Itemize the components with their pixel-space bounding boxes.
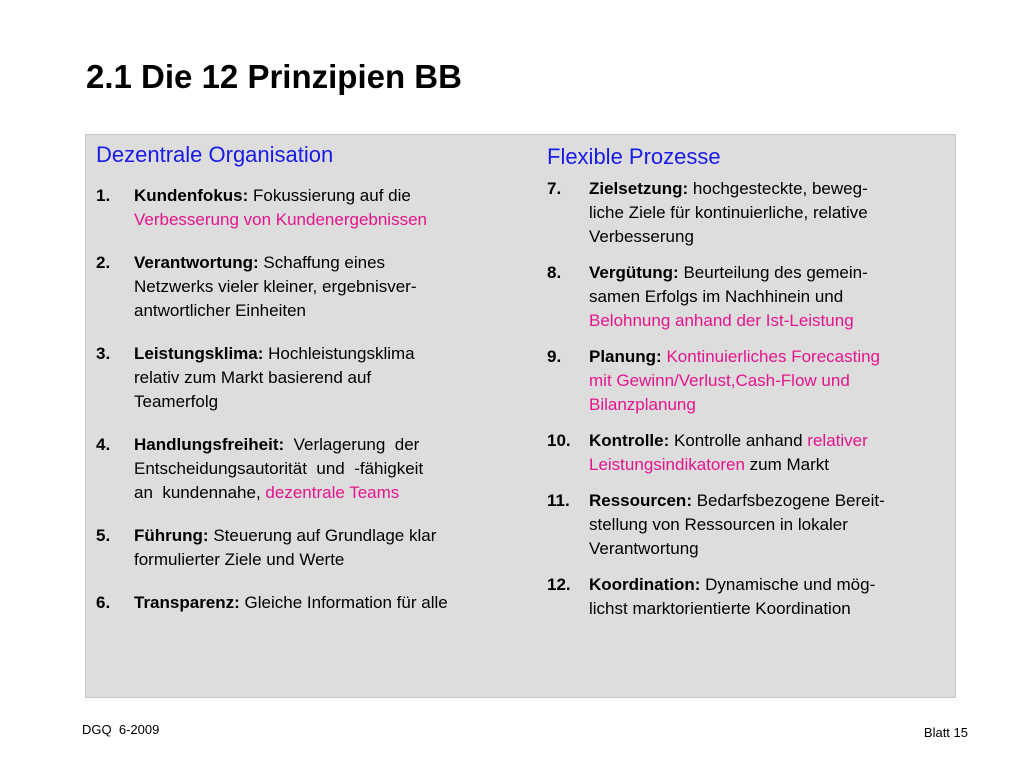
slide-title: 2.1 Die 12 Prinzipien BB xyxy=(86,58,462,95)
description-text: Verantwortung xyxy=(589,539,699,558)
description-text: formulierter Ziele und Werte xyxy=(134,550,345,569)
principle-item xyxy=(96,433,526,505)
highlighted-text: Belohnung anhand der Ist-Leistung xyxy=(589,311,854,330)
description-text: liche Ziele für kontinuierliche, relative xyxy=(589,203,868,222)
right-principles-list xyxy=(547,177,952,621)
principle-item xyxy=(547,261,952,333)
highlighted-text: mit Gewinn/Verlust,Cash-Flow und xyxy=(589,371,850,390)
description-text: hochgesteckte, beweg- xyxy=(692,179,868,198)
principle-text xyxy=(589,573,952,621)
principle-number: 9. xyxy=(547,347,562,366)
principle-number: 10. xyxy=(547,431,571,450)
principle-label: Führung: xyxy=(134,526,209,545)
principle-item xyxy=(547,573,952,621)
content-panel xyxy=(85,134,956,698)
left-column xyxy=(96,135,526,615)
description-text: Entscheidungsautorität und -fähigkeit xyxy=(134,459,424,478)
principle-number: 7. xyxy=(547,179,562,198)
description-text: lichst marktorientierte Koordination xyxy=(589,599,851,618)
principle-text xyxy=(134,433,526,505)
description-text: zum Markt xyxy=(744,455,830,474)
principle-text xyxy=(589,261,952,333)
description-text: Fokussierung auf die xyxy=(253,186,411,205)
principle-item xyxy=(96,591,526,615)
principle-number: 12. xyxy=(547,575,571,594)
highlighted-text: Bilanzplanung xyxy=(589,395,696,414)
principle-text xyxy=(134,591,526,615)
principle-label: Leistungsklima: xyxy=(134,344,264,363)
principle-text xyxy=(134,184,526,232)
description-text: Kontrolle anhand xyxy=(674,431,808,450)
principle-item xyxy=(96,184,526,232)
principle-number: 1. xyxy=(96,186,111,205)
principle-number: 5. xyxy=(96,526,111,545)
description-text: Gleiche Information für alle xyxy=(244,593,448,612)
highlighted-text: dezentrale Teams xyxy=(265,483,400,502)
principle-item xyxy=(547,489,952,561)
description-text: Beurteilung des gemein- xyxy=(683,263,868,282)
principle-label: Planung: xyxy=(589,347,662,366)
right-column-heading: Flexible Prozesse xyxy=(547,144,721,169)
description-text: Steuerung auf Grundlage klar xyxy=(213,526,437,545)
principle-number: 8. xyxy=(547,263,562,282)
principle-label: Handlungsfreiheit: xyxy=(134,435,285,454)
left-column-heading: Dezentrale Organisation xyxy=(96,142,334,167)
principle-text xyxy=(589,429,952,477)
principle-label: Kontrolle: xyxy=(589,431,670,450)
footer-page-number: Blatt 15 xyxy=(923,725,968,740)
description-text: Verlagerung der xyxy=(288,435,420,454)
description-text: Dynamische und mög- xyxy=(705,575,876,594)
principle-number: 4. xyxy=(96,435,111,454)
principle-number: 6. xyxy=(96,593,111,612)
description-text: Bedarfsbezogene Bereit- xyxy=(696,491,885,510)
principle-number: 2. xyxy=(96,253,111,272)
principle-text xyxy=(134,251,526,323)
principle-text xyxy=(134,524,526,572)
description-text: samen Erfolgs im Nachhinein und xyxy=(589,287,844,306)
principle-text xyxy=(589,489,952,561)
principle-text xyxy=(589,177,952,249)
principle-text xyxy=(134,342,526,414)
right-column xyxy=(547,135,952,621)
highlighted-text: Kontinuierliches Forecasting xyxy=(666,347,881,366)
description-text: Schaffung eines xyxy=(263,253,386,272)
footer-source: DGQ 6-2009 xyxy=(82,722,160,737)
highlighted-text: Verbesserung von Kundenergebnissen xyxy=(134,210,427,229)
description-text: an kundennahe, xyxy=(134,483,266,502)
principle-item xyxy=(96,524,526,572)
principle-label: Kundenfokus: xyxy=(134,186,249,205)
principle-number: 3. xyxy=(96,344,111,363)
principle-label: Koordination: xyxy=(589,575,701,594)
principle-number: 11. xyxy=(547,491,570,510)
left-principles-list xyxy=(96,184,526,615)
principle-item xyxy=(547,345,952,417)
description-text: Verbesserung xyxy=(589,227,694,246)
description-text: stellung von Ressourcen in lokaler xyxy=(589,515,848,534)
highlighted-text: relativer xyxy=(807,431,868,450)
principle-text xyxy=(589,345,952,417)
description-text: Netzwerks vieler kleiner, ergebnisver- xyxy=(134,277,417,296)
principle-item xyxy=(547,429,952,477)
principle-label: Zielsetzung: xyxy=(589,179,689,198)
principle-label: Ressourcen: xyxy=(589,491,692,510)
description-text: antwortlicher Einheiten xyxy=(134,301,306,320)
principle-label: Verantwortung: xyxy=(134,253,259,272)
principle-label: Vergütung: xyxy=(589,263,679,282)
principle-item xyxy=(96,342,526,414)
description-text: Hochleistungsklima xyxy=(268,344,415,363)
description-text: relativ zum Markt basierend auf xyxy=(134,368,372,387)
principle-label: Transparenz: xyxy=(134,593,240,612)
principle-item xyxy=(96,251,526,323)
description-text: Teamerfolg xyxy=(134,392,219,411)
highlighted-text: Leistungsindikatoren xyxy=(589,455,745,474)
principle-item xyxy=(547,177,952,249)
